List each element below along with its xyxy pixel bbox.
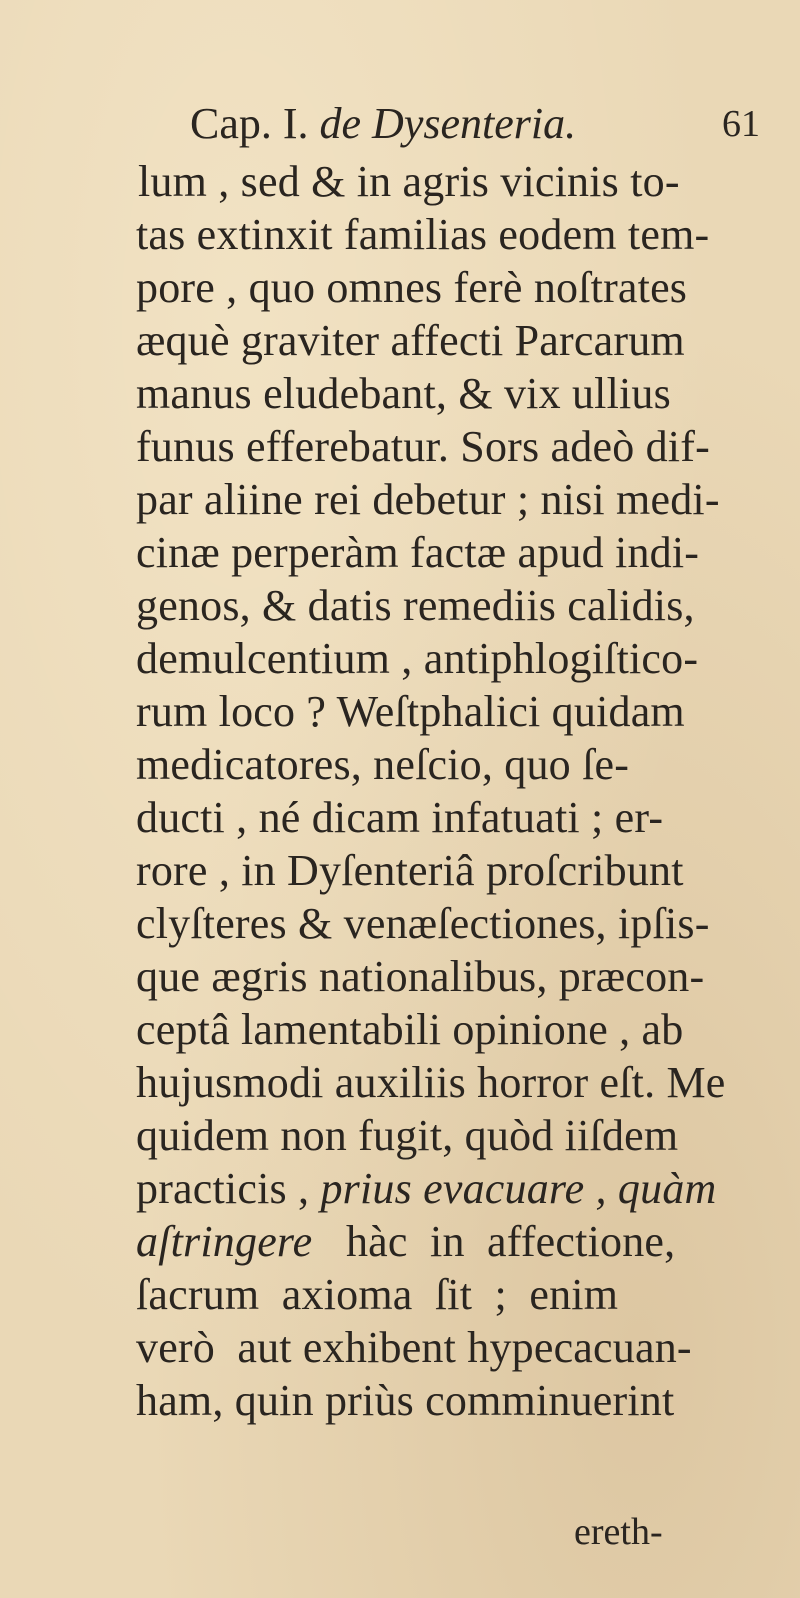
text-line-21-italic: aſtringere xyxy=(136,1217,313,1266)
text-line-2: tas extinxit familias eodem tem- xyxy=(136,210,710,259)
text-line-21 xyxy=(136,1216,675,1267)
text-line-7: par aliine rei debetur ; nisi medi- xyxy=(136,475,720,524)
text-line-22: ſacrum axioma ſit ; enim xyxy=(136,1270,619,1319)
text-line-10: demulcentium , antiphlogiſtico- xyxy=(136,634,699,683)
text-line-14: rore , in Dyſenteriâ proſcribunt xyxy=(136,846,684,895)
text-line-4: æquè graviter affecti Parcarum xyxy=(136,316,685,365)
text-line-3: pore , quo omnes ferè noſtrates xyxy=(136,263,688,312)
text-line-21-roman: hàc in affectione, xyxy=(312,1217,676,1266)
text-line-23: verò aut exhibent hypecacuan- xyxy=(136,1323,692,1372)
text-line-1: lum , sed & in agris vicinis to- xyxy=(138,157,680,206)
text-line-24: ham, quin priùs comminuerint xyxy=(136,1376,675,1425)
running-head-chapter: Cap. I. xyxy=(190,99,320,148)
running-head-title: de Dysenteria. xyxy=(319,99,577,148)
text-line-11: rum loco ? Weſtphalici quidam xyxy=(136,687,685,736)
text-line-12: medicatores, neſcio, quo ſe- xyxy=(136,740,630,789)
text-line-20 xyxy=(136,1163,717,1214)
text-line-15: clyſteres & venæſectiones, ipſis- xyxy=(136,899,710,948)
catchword: ereth- xyxy=(574,1511,663,1553)
text-line-13: ducti , né dicam infatuati ; er- xyxy=(136,793,664,842)
page-header xyxy=(0,98,800,148)
running-head xyxy=(190,98,576,149)
text-line-19: quidem non fugit, quòd iiſdem xyxy=(136,1111,679,1160)
text-line-17: ceptâ lamentabili opinione , ab xyxy=(136,1005,684,1054)
text-line-6: funus efferebatur. Sors adeò dif- xyxy=(136,422,710,471)
text-line-16: que ægris nationalibus, præcon- xyxy=(136,952,705,1001)
text-line-9: genos, & datis remediis calidis, xyxy=(136,581,695,630)
text-line-20-italic: prius evacuare , quàm xyxy=(320,1164,717,1213)
text-line-20-roman: practicis , xyxy=(136,1164,321,1213)
text-line-8: cinæ perperàm factæ apud indi- xyxy=(136,528,700,577)
text-line-18: hujusmodi auxiliis horror eſt. Me xyxy=(136,1058,726,1107)
page-number: 61 xyxy=(722,103,760,145)
text-line-5: manus eludebant, & vix ullius xyxy=(136,369,671,418)
